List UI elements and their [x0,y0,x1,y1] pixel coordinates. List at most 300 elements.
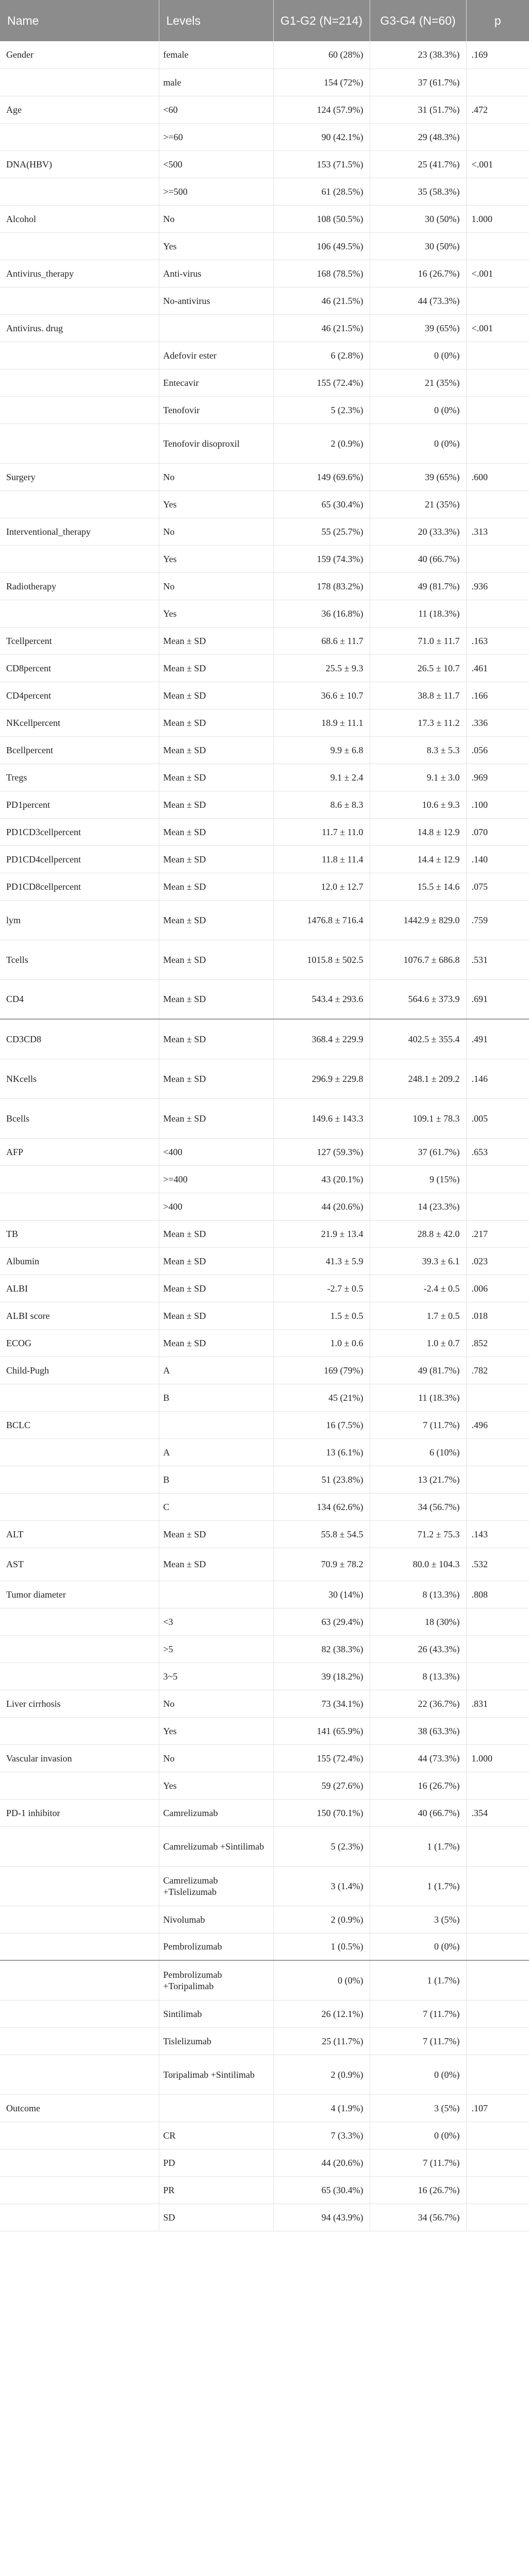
row-g1-g2-value: 44 (20.6%) [273,1193,370,1220]
table-row [0,1717,529,1744]
row-level: >=60 [159,123,273,150]
row-g3-g4-value: 11 (18.3%) [370,600,466,627]
row-g3-g4-value: 31 (51.7%) [370,96,466,123]
row-p-value: .056 [466,736,529,764]
row-g1-g2-value: 368.4 ± 229.9 [273,1019,370,1059]
row-g1-g2-value: 2 (0.9%) [273,2055,370,2094]
row-p-value [466,1384,529,1411]
row-level: Tenofovir disoproxil [159,423,273,463]
row-g1-g2-value: 106 (49.5%) [273,232,370,260]
row-p-value [466,2000,529,2027]
row-g1-g2-value: 39 (18.2%) [273,1663,370,1690]
row-p-value [466,1438,529,1466]
row-g1-g2-value: 127 (59.3%) [273,1138,370,1165]
row-g3-g4-value: 39 (65%) [370,314,466,342]
row-g1-g2-value: -2.7 ± 0.5 [273,1275,370,1302]
row-name [0,490,159,518]
row-level: Mean ± SD [159,818,273,845]
row-name: Liver cirrhosis [0,1690,159,1717]
table-row [0,1799,529,1826]
table-row [0,490,529,518]
table-row [0,709,529,736]
table-row [0,1059,529,1098]
row-level: B [159,1384,273,1411]
table-row [0,1826,529,1866]
table-row [0,1933,529,1960]
row-g3-g4-value: 10.6 ± 9.3 [370,791,466,818]
row-g3-g4-value: 1 (1.7%) [370,1866,466,1906]
row-p-value: <.001 [466,314,529,342]
row-g3-g4-value: 71.2 ± 75.3 [370,1520,466,1548]
row-level: Yes [159,490,273,518]
row-g1-g2-value: 55 (25.7%) [273,518,370,545]
row-name: Antivirus_therapy [0,260,159,287]
row-p-value [466,123,529,150]
row-name [0,369,159,396]
row-level: >=400 [159,1165,273,1193]
row-g3-g4-value: 38.8 ± 11.7 [370,682,466,709]
row-level: male [159,69,273,96]
row-level: Yes [159,1717,273,1744]
row-p-value: .936 [466,572,529,600]
row-g3-g4-value: 30 (50%) [370,232,466,260]
row-g1-g2-value: 11.7 ± 11.0 [273,818,370,845]
table-row [0,1772,529,1799]
row-level: Sintilimab [159,2000,273,2027]
row-name: Outcome [0,2094,159,2122]
row-name [0,2027,159,2055]
table-row [0,1635,529,1663]
row-name [0,1866,159,1906]
row-g3-g4-value: 1076.7 ± 686.8 [370,940,466,979]
row-level: Camrelizumab [159,1799,273,1826]
row-g3-g4-value: 109.1 ± 78.3 [370,1098,466,1138]
row-g3-g4-value: 8 (13.3%) [370,1581,466,1608]
table-row [0,314,529,342]
row-name: ALBI [0,1275,159,1302]
row-level: No [159,1690,273,1717]
row-level: Mean ± SD [159,654,273,682]
row-name: Tcells [0,940,159,979]
row-p-value [466,1493,529,1520]
row-g1-g2-value: 82 (38.3%) [273,1635,370,1663]
row-level: Mean ± SD [159,1059,273,1098]
table-row [0,2122,529,2149]
header-levels: Levels [159,0,273,41]
row-level: Mean ± SD [159,979,273,1019]
row-name [0,1438,159,1466]
row-p-value [466,545,529,572]
row-level: Mean ± SD [159,940,273,979]
row-p-value: .472 [466,96,529,123]
row-level: Anti-virus [159,260,273,287]
row-p-value: .018 [466,1302,529,1329]
row-p-value: 1.000 [466,205,529,232]
row-name: CD3CD8 [0,1019,159,1059]
row-name: Antivirus. drug [0,314,159,342]
row-level: Yes [159,545,273,572]
row-name: PD1CD3cellpercent [0,818,159,845]
row-level [159,1581,273,1608]
row-g3-g4-value: 8.3 ± 5.3 [370,736,466,764]
row-p-value: .169 [466,41,529,69]
row-g1-g2-value: 43 (20.1%) [273,1165,370,1193]
row-g1-g2-value: 2 (0.9%) [273,423,370,463]
row-level: No [159,463,273,490]
row-level: Nivolumab [159,1906,273,1933]
row-level: Yes [159,600,273,627]
row-level: Mean ± SD [159,873,273,900]
row-g1-g2-value: 3 (1.4%) [273,1866,370,1906]
row-g3-g4-value: 18 (30%) [370,1608,466,1635]
row-p-value: .831 [466,1690,529,1717]
row-g1-g2-value: 169 (79%) [273,1357,370,1384]
row-p-value [466,178,529,205]
row-name: ECOG [0,1329,159,1357]
row-g1-g2-value: 36 (16.8%) [273,600,370,627]
row-g3-g4-value: 21 (35%) [370,369,466,396]
row-level: CR [159,2122,273,2149]
row-p-value: .600 [466,463,529,490]
row-p-value: .461 [466,654,529,682]
row-g3-g4-value: 1.0 ± 0.7 [370,1329,466,1357]
table-row [0,1438,529,1466]
row-g1-g2-value: 25 (11.7%) [273,2027,370,2055]
row-p-value [466,1608,529,1635]
row-g3-g4-value: 564.6 ± 373.9 [370,979,466,1019]
row-g1-g2-value: 5 (2.3%) [273,396,370,423]
row-g3-g4-value: 7 (11.7%) [370,1411,466,1438]
row-level: Mean ± SD [159,1247,273,1275]
row-name: Tumor diameter [0,1581,159,1608]
table-row [0,764,529,791]
row-level: Toripalimab +Sintilimab [159,2055,273,2094]
row-level [159,2094,273,2122]
row-level: Mean ± SD [159,736,273,764]
row-g3-g4-value: 1.7 ± 0.5 [370,1302,466,1329]
row-g1-g2-value: 159 (74.3%) [273,545,370,572]
row-g1-g2-value: 108 (50.5%) [273,205,370,232]
row-level: Mean ± SD [159,1220,273,1247]
row-name: CD4 [0,979,159,1019]
row-name: PD1CD8cellpercent [0,873,159,900]
table-row [0,1384,529,1411]
row-name: AST [0,1548,159,1581]
table-row [0,1520,529,1548]
row-p-value: .166 [466,682,529,709]
row-level: A [159,1438,273,1466]
table-row [0,369,529,396]
row-g1-g2-value: 12.0 ± 12.7 [273,873,370,900]
row-level: <3 [159,1608,273,1635]
table-row [0,682,529,709]
row-g3-g4-value: 248.1 ± 209.2 [370,1059,466,1098]
row-g3-g4-value: 0 (0%) [370,2122,466,2149]
row-level: Mean ± SD [159,900,273,940]
row-g3-g4-value: 30 (50%) [370,205,466,232]
table-row [0,1329,529,1357]
row-g3-g4-value: 0 (0%) [370,396,466,423]
row-level: Tenofovir [159,396,273,423]
row-g1-g2-value: 25.5 ± 9.3 [273,654,370,682]
row-p-value [466,1717,529,1744]
row-g1-g2-value: 73 (34.1%) [273,1690,370,1717]
row-g3-g4-value: 1 (1.7%) [370,1826,466,1866]
row-level: <400 [159,1138,273,1165]
row-g3-g4-value: 49 (81.7%) [370,572,466,600]
row-name: Child-Pugh [0,1357,159,1384]
row-g1-g2-value: 18.9 ± 11.1 [273,709,370,736]
row-p-value [466,1826,529,1866]
row-g3-g4-value: 34 (56.7%) [370,1493,466,1520]
row-name: Surgery [0,463,159,490]
table-row [0,1960,529,2000]
row-g3-g4-value: 44 (73.3%) [370,1744,466,1772]
row-name [0,1493,159,1520]
row-name: NKcellpercent [0,709,159,736]
row-level: Adefovir ester [159,342,273,369]
table-row [0,396,529,423]
row-g3-g4-value: 35 (58.3%) [370,178,466,205]
table-row [0,2204,529,2231]
row-g1-g2-value: 59 (27.6%) [273,1772,370,1799]
table-row [0,940,529,979]
row-p-value [466,490,529,518]
table-row [0,1493,529,1520]
row-level: C [159,1493,273,1520]
row-g3-g4-value: 26.5 ± 10.7 [370,654,466,682]
row-g1-g2-value: 13 (6.1%) [273,1438,370,1466]
table-row [0,1466,529,1493]
row-g3-g4-value: 39 (65%) [370,463,466,490]
header-row [0,0,529,41]
row-p-value [466,287,529,314]
row-name: Alcohol [0,205,159,232]
row-g1-g2-value: 6 (2.8%) [273,342,370,369]
row-name: Gender [0,41,159,69]
row-p-value: .782 [466,1357,529,1384]
row-g3-g4-value: 44 (73.3%) [370,287,466,314]
row-g3-g4-value: 7 (11.7%) [370,2149,466,2176]
row-name [0,1906,159,1933]
row-g3-g4-value: 22 (36.7%) [370,1690,466,1717]
row-level: No [159,518,273,545]
row-p-value [466,1193,529,1220]
row-level: Tislelizumab [159,2027,273,2055]
row-g1-g2-value: 1.0 ± 0.6 [273,1329,370,1357]
table-row [0,1275,529,1302]
row-name: Bcellpercent [0,736,159,764]
row-g3-g4-value: 23 (38.3%) [370,41,466,69]
row-name [0,2176,159,2204]
row-name: CD4percent [0,682,159,709]
row-level: No [159,1744,273,1772]
row-name [0,2149,159,2176]
row-p-value: .354 [466,1799,529,1826]
row-p-value: .852 [466,1329,529,1357]
row-name [0,600,159,627]
row-name [0,178,159,205]
row-p-value: <.001 [466,150,529,178]
row-p-value: .531 [466,940,529,979]
row-name [0,2204,159,2231]
row-g3-g4-value: 7 (11.7%) [370,2000,466,2027]
row-p-value [466,2149,529,2176]
row-p-value [466,1933,529,1960]
table-row [0,1193,529,1220]
row-g1-g2-value: 68.6 ± 11.7 [273,627,370,654]
row-name [0,1663,159,1690]
table-row [0,1548,529,1581]
row-level: Camrelizumab +Tislelizumab [159,1866,273,1906]
table-row [0,545,529,572]
row-g1-g2-value: 5 (2.3%) [273,1826,370,1866]
row-p-value [466,69,529,96]
table-row [0,736,529,764]
row-p-value: .070 [466,818,529,845]
table-row [0,845,529,873]
row-name: DNA(HBV) [0,150,159,178]
row-name: Bcells [0,1098,159,1138]
header-group-g1-g2: G1-G2 (N=214) [273,0,370,41]
table-row [0,287,529,314]
row-g1-g2-value: 154 (72%) [273,69,370,96]
table-row [0,2027,529,2055]
row-name: TB [0,1220,159,1247]
row-name [0,69,159,96]
row-name: BCLC [0,1411,159,1438]
row-g3-g4-value: 0 (0%) [370,2055,466,2094]
row-g1-g2-value: 149.6 ± 143.3 [273,1098,370,1138]
row-g1-g2-value: 7 (3.3%) [273,2122,370,2149]
row-g1-g2-value: 46 (21.5%) [273,314,370,342]
row-p-value [466,2027,529,2055]
row-g3-g4-value: 71.0 ± 11.7 [370,627,466,654]
row-name: Albumin [0,1247,159,1275]
row-name [0,1608,159,1635]
table-row [0,979,529,1019]
table-row [0,1019,529,1059]
row-name [0,342,159,369]
table-row [0,818,529,845]
table-row [0,873,529,900]
row-p-value [466,2122,529,2149]
table-row [0,1098,529,1138]
row-p-value [466,1866,529,1906]
row-name: Age [0,96,159,123]
row-g1-g2-value: 70.9 ± 78.2 [273,1548,370,1581]
table-header [0,0,529,41]
header-p-value: p [466,0,529,41]
row-p-value: .100 [466,791,529,818]
row-p-value [466,369,529,396]
row-name: Tcellpercent [0,627,159,654]
row-g3-g4-value: 6 (10%) [370,1438,466,1466]
table-row [0,342,529,369]
row-g1-g2-value: 543.4 ± 293.6 [273,979,370,1019]
row-level: Mean ± SD [159,1302,273,1329]
row-p-value: .496 [466,1411,529,1438]
row-p-value: .023 [466,1247,529,1275]
row-level: Mean ± SD [159,1098,273,1138]
row-name [0,1933,159,1960]
row-name [0,2122,159,2149]
table-row [0,1581,529,1608]
row-g1-g2-value: 30 (14%) [273,1581,370,1608]
row-p-value [466,2176,529,2204]
row-name [0,1384,159,1411]
table-row [0,518,529,545]
row-g1-g2-value: 2 (0.9%) [273,1906,370,1933]
header-name: Name [0,0,159,41]
row-g3-g4-value: 402.5 ± 355.4 [370,1019,466,1059]
row-g1-g2-value: 63 (29.4%) [273,1608,370,1635]
row-p-value [466,2055,529,2094]
row-g1-g2-value: 155 (72.4%) [273,369,370,396]
table-row [0,463,529,490]
row-p-value: .691 [466,979,529,1019]
row-p-value: .759 [466,900,529,940]
row-level: Mean ± SD [159,845,273,873]
row-name [0,1772,159,1799]
row-g3-g4-value: 11 (18.3%) [370,1384,466,1411]
row-p-value [466,342,529,369]
table-row [0,2055,529,2094]
row-g1-g2-value: 65 (30.4%) [273,490,370,518]
row-g1-g2-value: 46 (21.5%) [273,287,370,314]
row-name [0,1193,159,1220]
row-level: <60 [159,96,273,123]
row-level: <500 [159,150,273,178]
row-p-value: .653 [466,1138,529,1165]
table-row [0,1906,529,1933]
row-p-value: .313 [466,518,529,545]
row-g3-g4-value: 80.0 ± 104.3 [370,1548,466,1581]
row-g3-g4-value: 3 (5%) [370,1906,466,1933]
row-p-value: .143 [466,1520,529,1548]
row-g3-g4-value: 8 (13.3%) [370,1663,466,1690]
table-row [0,900,529,940]
row-p-value: .217 [466,1220,529,1247]
table-row [0,2000,529,2027]
row-g3-g4-value: 16 (26.7%) [370,1772,466,1799]
row-name: Tregs [0,764,159,791]
row-g1-g2-value: 8.6 ± 8.3 [273,791,370,818]
row-p-value [466,1906,529,1933]
row-g3-g4-value: 40 (66.7%) [370,545,466,572]
row-name: ALT [0,1520,159,1548]
table-row [0,627,529,654]
row-g1-g2-value: 1476.8 ± 716.4 [273,900,370,940]
row-level: Pembrolizumab +Toripalimab [159,1960,273,2000]
table-row [0,232,529,260]
row-p-value: .146 [466,1059,529,1098]
row-g3-g4-value: -2.4 ± 0.5 [370,1275,466,1302]
row-g1-g2-value: 4 (1.9%) [273,2094,370,2122]
row-name: Radiotherapy [0,572,159,600]
row-g1-g2-value: 51 (23.8%) [273,1466,370,1493]
row-g1-g2-value: 1.5 ± 0.5 [273,1302,370,1329]
table-row [0,150,529,178]
row-name [0,1165,159,1193]
row-g1-g2-value: 55.8 ± 54.5 [273,1520,370,1548]
row-g1-g2-value: 296.9 ± 229.8 [273,1059,370,1098]
row-level: Mean ± SD [159,627,273,654]
row-level: SD [159,2204,273,2231]
row-p-value [466,2204,529,2231]
row-g1-g2-value: 41.3 ± 5.9 [273,1247,370,1275]
row-p-value [466,1165,529,1193]
